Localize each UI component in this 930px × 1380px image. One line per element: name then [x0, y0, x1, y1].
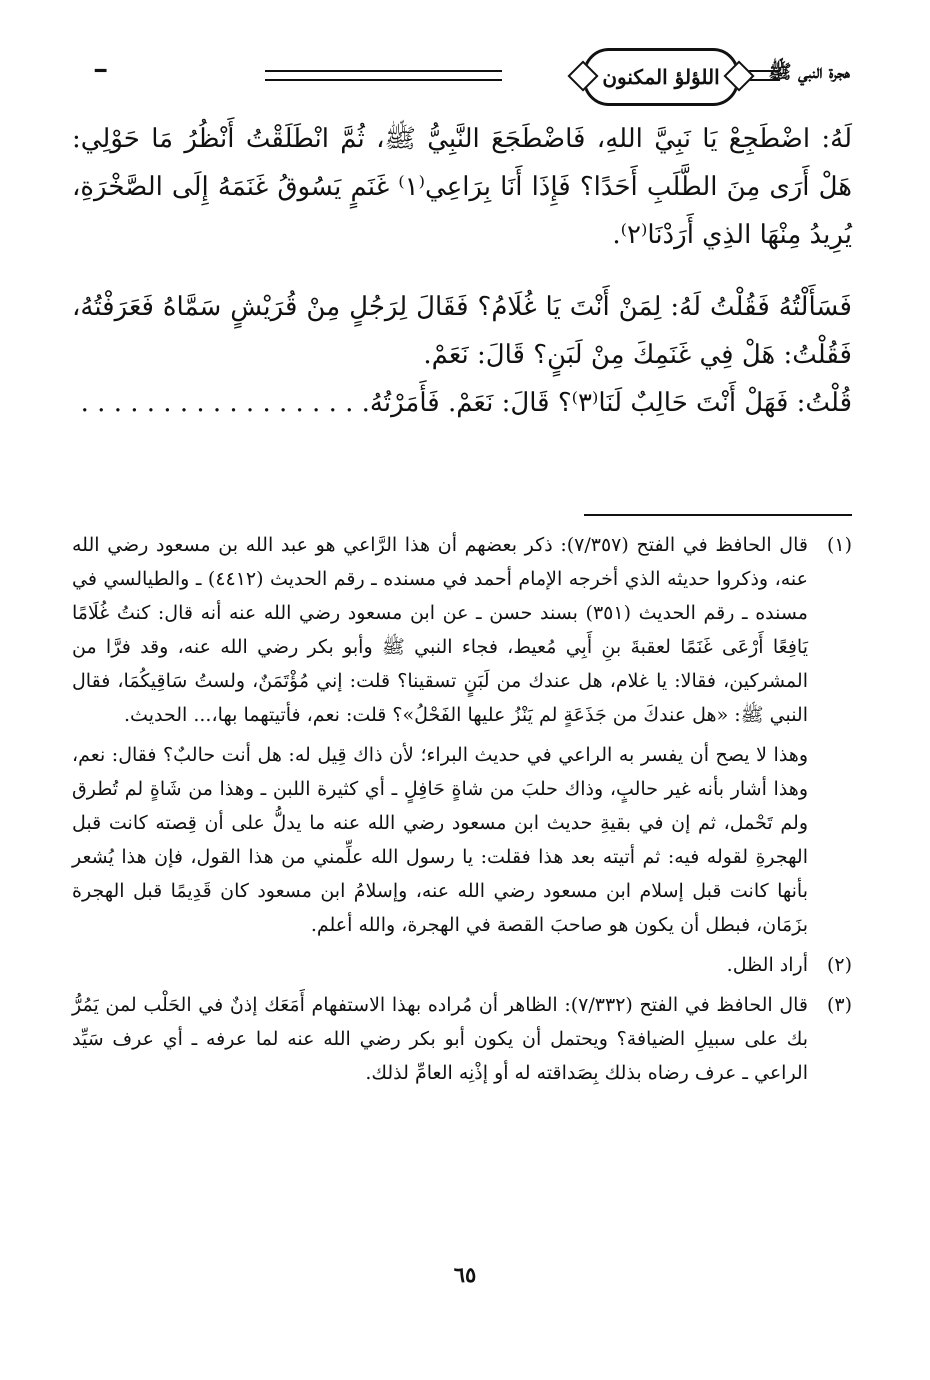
footnote-number: (٣)	[826, 994, 852, 1016]
paragraph: فَسَأَلْتُهُ فَقُلْتُ لَهُ: لِمَنْ أَنْتَ يَا غُلَامُ؟ فَقَالَ لِرَجُلٍ مِنْ قُرَيْشٍ سَمَّاهُ فَعَرَفْتُهُ، فَقُلْتُ: هَلْ فِي غَنَمِكَ مِنْ لَبَنٍ؟ قَالَ: نَعَمْ.	[72, 292, 852, 370]
footnote-number: (١)	[826, 534, 852, 556]
header-end-mark: ━	[95, 60, 107, 82]
footnote-number: (٢)	[826, 954, 852, 976]
footnote	[72, 988, 852, 1090]
book-title-cartouche	[583, 48, 739, 106]
footnote	[72, 948, 852, 982]
chapter-title: هجرة النبي ﷺ	[768, 61, 850, 83]
footnote-text: قال الحافظ في الفتح (٧/٣٣٢): الظاهر أن مُراده بهذا الاستفهام أَمَعَك إذنٌ في الحَلْب لمن يَمُرُّ بك على سبيلِ الضيافة؟ ويحتمل أن يكون أبو بكر رضي الله عنه لما عرفه ـ أي عرف سَيِّد الراعي ـ عرف رضاه بذلك بِصَداقته له أو إذْنِه العامِّ لذلك.	[72, 994, 808, 1084]
footnote	[72, 528, 852, 942]
main-text	[72, 115, 852, 427]
header-rule	[265, 70, 502, 81]
running-header	[95, 40, 850, 106]
footnote-continuation: وهذا لا يصح أن يفسر به الراعي في حديث البراء؛ لأن ذاك قِيل له: هل أنت حالبٌ؟ فقال: نعم، وهذا أشار بأنه غير حالبٍ، وذاك حلبَ من شاةٍ حَافِلٍ ـ أي كثيرة اللبن ـ وهذا من شَاةٍ لم تُطرق ولم تَحْمل، ثم إن في بقيةِ حديث ابن مسعود رضي الله عنه ما يدلُّ على أن قِصته كانت قبل الهجرةِ لقوله فيه: ثم أتيته بعد هذا فقلت: يا رسول الله علِّمني من هذا القول، فإن هذا يُشعر بأنها كانت قبل إسلام ابن مسعود رضي الله عنه، وإسلامُ ابن مسعود كان قَدِيمًا قبل الهجرة بزَمَان، فبطل أن يكون هو صاحبَ القصة في الهجرة، والله أعلم.	[72, 744, 808, 936]
paragraph: قُلْتُ: فَهَلْ أَنْتَ حَالِبٌ لَنَا⁽٣⁾؟ قَالَ: نَعَمْ. فَأَمَرْتُهُ. . . . . . . . . . . . . . . . . .	[80, 388, 852, 418]
footnote-separator	[584, 514, 852, 516]
book-title: اللؤلؤ المكنون	[602, 65, 720, 89]
paragraph: لَهُ: اضْطَجِعْ يَا نَبِيَّ اللهِ، فَاضْطَجَعَ النَّبِيُّ ﷺ، ثُمَّ انْطَلَقْتُ أَنْظُرُ مَا حَوْلِي: هَلْ أَرَى مِنَ الطَّلَبِ أَحَدًا؟ فَإِذَا أَنَا بِرَاعِي⁽١⁾ غَنَمٍ يَسُوقُ غَنَمَهُ إِلَى الصَّخْرَةِ، يُرِيدُ مِنْهَا الذِي أَرَدْنَا⁽٢⁾.	[72, 124, 852, 250]
footnote-text: أراد الظل.	[726, 954, 808, 976]
footnote-text: قال الحافظ في الفتح (٧/٣٥٧): ذكر بعضهم أن هذا الرَّاعي هو عبد الله بن مسعود رضي الله عنه، وذكروا حديثه الذي أخرجه الإمام أحمد في مسنده ـ رقم الحديث (٤٤١٢) ـ والطيالسي في مسنده ـ رقم الحديث (٣٥١) بسند حسن ـ عن ابن مسعود رضي الله عنه أنه قال: كنتُ غُلَامًا يَافِعًا أَرْعَى غَنَمًا لعقبةَ بنِ أَبِي مُعيط، فجاء النبي ﷺ وأبو بكر رضي الله عنه، وقد فرَّا من المشركين، فقالا: يا غلام، هل عندك من لَبَنٍ تسقينا؟ قلت: إني مُؤْتَمَنٌ، ولستُ سَاقِيكُمَا، فقال النبي ﷺ: «هل عندكَ من جَذَعَةٍ لم يَنْزُ عليها الفَحْلُ»؟ قلت: نعم، فأتيتهما بها،... الحديث.	[72, 534, 808, 726]
page-number: ٦٥	[453, 1262, 477, 1287]
footnotes	[72, 528, 852, 1090]
